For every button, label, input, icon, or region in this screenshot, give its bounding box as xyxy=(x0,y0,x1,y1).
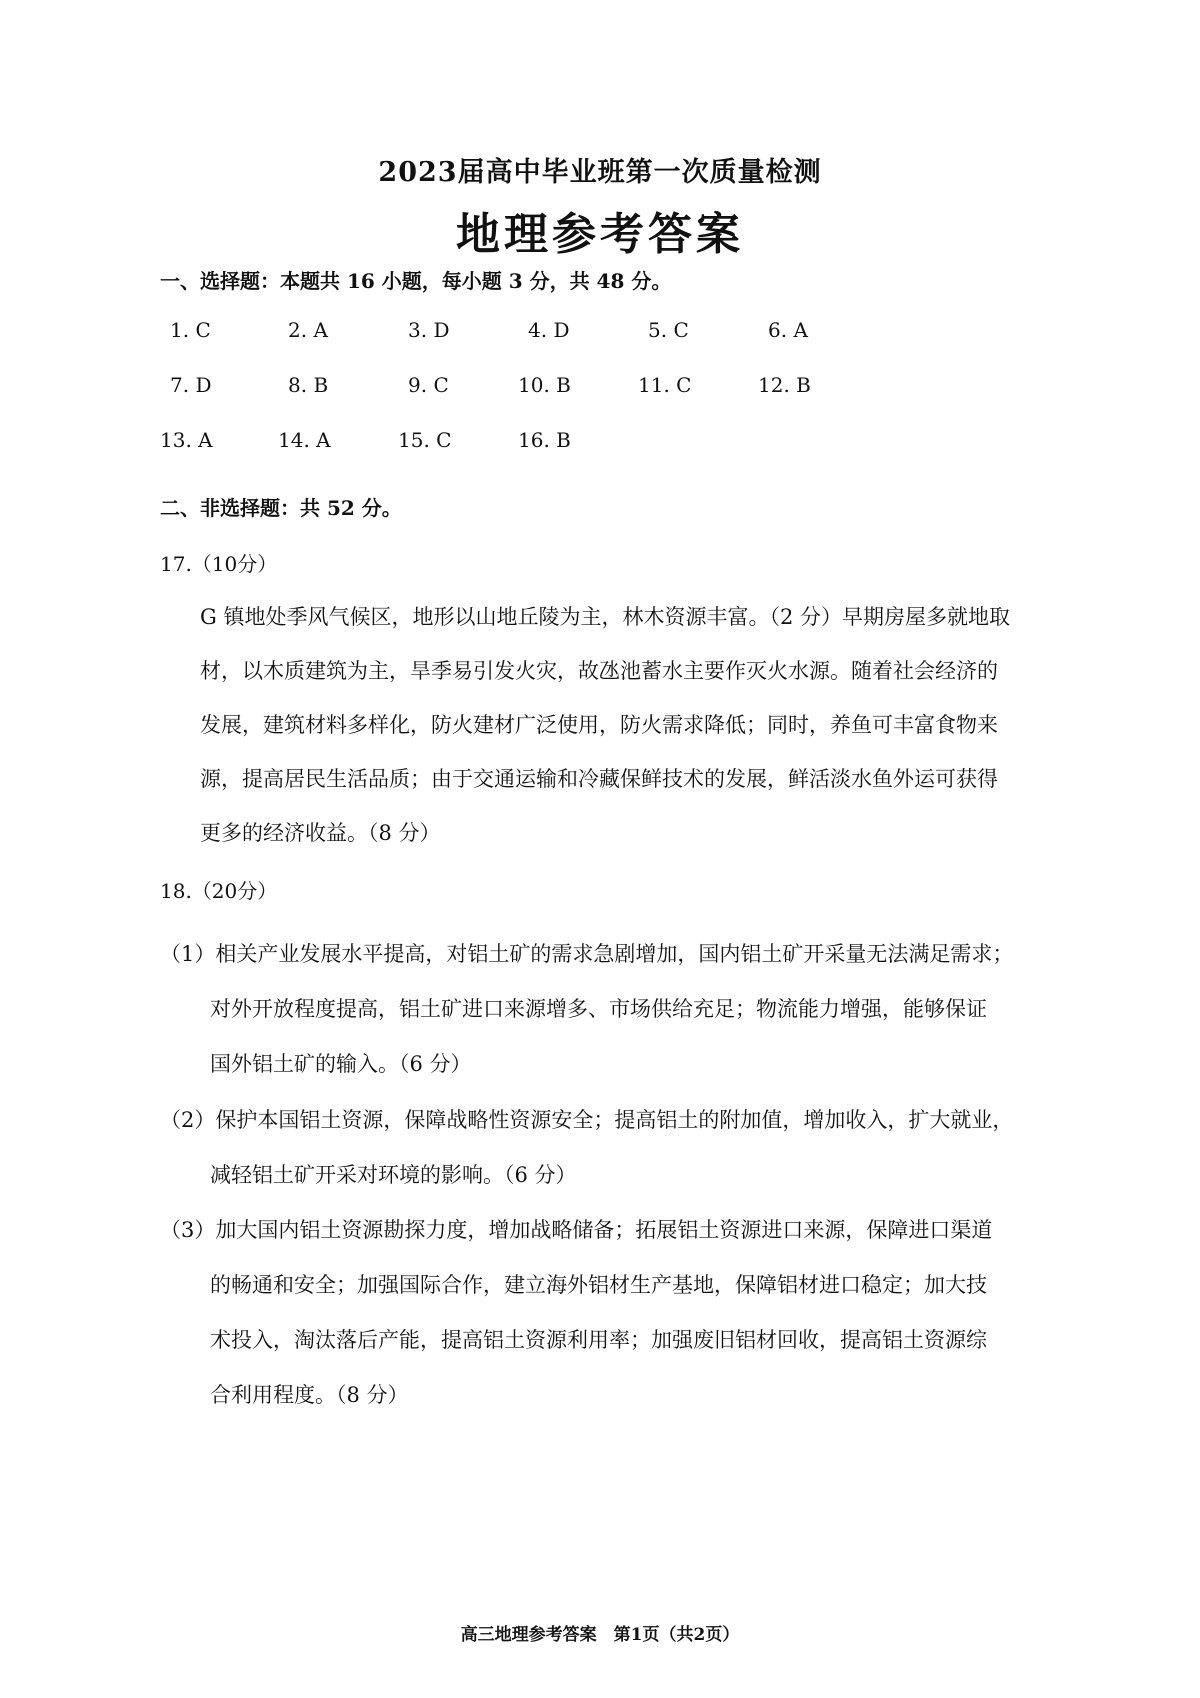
answer-item: 5. C xyxy=(648,318,689,342)
question-18-part-3-line: 术投入，淘汰落后产能，提高铝土资源利用率；加强废旧铝材回收，提高铝土资源综 xyxy=(210,1328,987,1352)
question-18-part-1-line: 对外开放程度提高，铝土矿进口来源增多、市场供给充足；物流能力增强，能够保证 xyxy=(210,997,987,1021)
answer-item: 2. A xyxy=(288,318,328,342)
question-17-line: 材，以木质建筑为主，旱季易引发火灾，故氹池蓄水主要作灭火水源。随着社会经济的 xyxy=(200,659,998,683)
answer-item: 16. B xyxy=(518,428,571,452)
exam-title: 2023届高中毕业班第一次质量检测 xyxy=(378,157,822,188)
question-18-part-2-line: （2）保护本国铝土资源，保障战略性资源安全；提高铝土的附加值，增加收入，扩大就业， xyxy=(160,1108,1014,1132)
question-18-part-2-line: 减轻铝土矿开采对环境的影响。（6 分） xyxy=(210,1163,577,1187)
answer-item: 7. D xyxy=(170,373,212,397)
question-17-line: 更多的经济收益。（8 分） xyxy=(200,821,441,845)
answer-item: 1. C xyxy=(170,318,211,342)
answer-item: 13. A xyxy=(160,428,213,452)
question-17-line: 源，提高居民生活品质；由于交通运输和冷藏保鲜技术的发展，鲜活淡水鱼外运可获得 xyxy=(200,767,998,791)
question-17-label: 17.（10分） xyxy=(160,552,278,576)
page-title: 地理参考答案 xyxy=(456,209,744,260)
answer-item: 6. A xyxy=(768,318,808,342)
question-17-line: G 镇地处季风气候区，地形以山地丘陵为主，林木资源丰富。（2 分）早期房屋多就地取 xyxy=(200,605,1010,629)
question-17-line: 发展，建筑材料多样化，防火建材广泛使用，防火需求降低；同时，养鱼可丰富食物来 xyxy=(200,713,998,737)
answer-item: 9. C xyxy=(408,373,449,397)
question-18-part-3-line: （3）加大国内铝土资源勘探力度，增加战略储备；拓展铝土资源进口来源，保障进口渠道 xyxy=(160,1218,993,1242)
question-18-part-1-line: （1）相关产业发展水平提高，对铝土矿的需求急剧增加，国内铝土矿开采量无法满足需求； xyxy=(160,942,1014,966)
question-18-part-3-line: 的畅通和安全；加强国际合作，建立海外铝材生产基地，保障铝材进口稳定；加大技 xyxy=(210,1273,987,1297)
answer-item: 12. B xyxy=(758,373,811,397)
answer-item: 15. C xyxy=(398,428,452,452)
answer-item: 8. B xyxy=(288,373,329,397)
section2-heading: 二、非选择题：共 52 分。 xyxy=(160,496,402,520)
answer-item: 4. D xyxy=(528,318,570,342)
question-18-part-3-line: 合利用程度。（8 分） xyxy=(210,1383,409,1407)
answer-item: 14. A xyxy=(278,428,331,452)
answer-item: 10. B xyxy=(518,373,571,397)
question-18-part-1-line: 国外铝土矿的输入。（6 分） xyxy=(210,1052,472,1076)
question-18-label: 18.（20分） xyxy=(160,879,278,903)
answer-item: 3. D xyxy=(408,318,450,342)
answer-item: 11. C xyxy=(638,373,692,397)
section1-heading: 一、选择题：本题共 16 小题，每小题 3 分，共 48 分。 xyxy=(160,269,672,293)
page-footer: 高三地理参考答案 第1页（共2页） xyxy=(460,1625,740,1645)
